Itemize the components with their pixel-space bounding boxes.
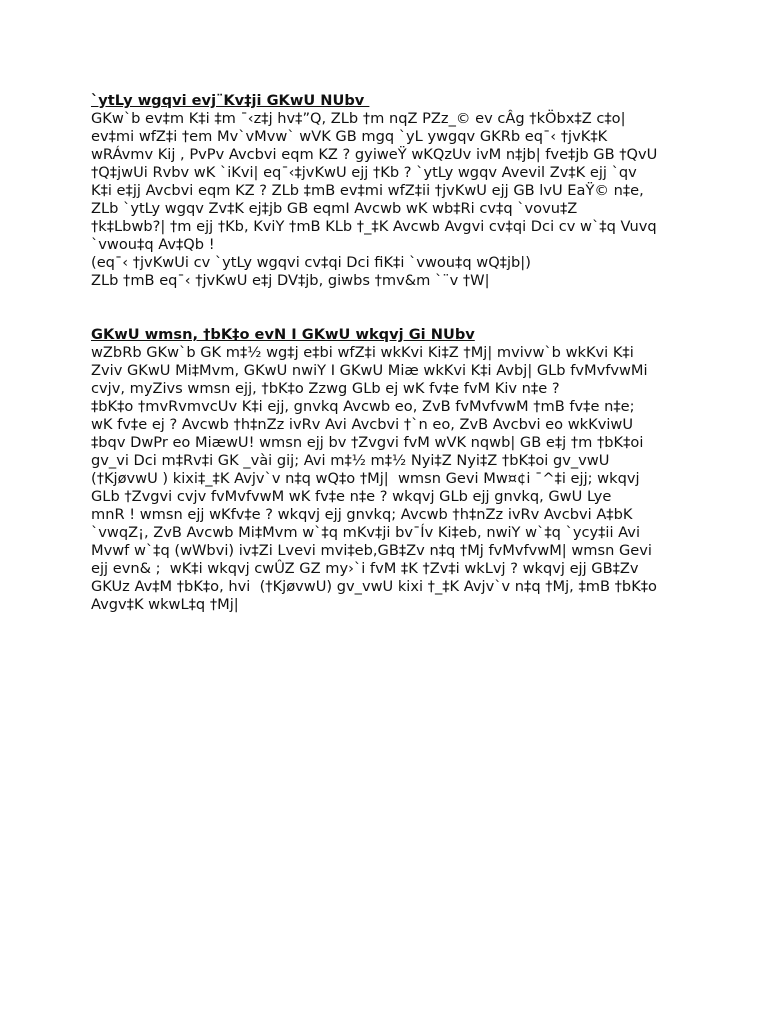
paragraph-line: wRÁvmv Kij , PvPv Avcbvi eqm KZ ? gyiweŸ wKQzUv ivM n‡jb| fve‡jb GB †QvU [91, 146, 658, 163]
paragraph-line: Mvwf w`‡q (wWbvi) iv‡Zi Lvevi mvi‡eb,GB‡Zv n‡q †Mj fvMvfvwM| wmsn Gevi [91, 542, 652, 559]
paragraph-line: ‡bK‡o †mvRvmvcUv K‡i ejj, gnvkq Avcwb eo, ZvB fvMvfvwM †mB fv‡e n‡e; [91, 398, 635, 415]
paragraph-line: wZbRb GKw`b GK m‡½ wg‡j e‡bi wfZ‡i wkKvi Ki‡Z †Mj| mvivw`b wkKvi K‡i [91, 344, 634, 361]
paragraph-line: GLb †Zvgvi cvjv fvMvfvwM wK fv‡e n‡e ? wkqvj GLb ejj gnvkq, GwU Lye [91, 488, 612, 505]
paragraph-line: `vwou‡q Av‡Qb ! [91, 236, 215, 253]
paragraph-line: K‡i e‡jj Avcbvi eqm KZ ? ZLb ‡mB ev‡mi wfZ‡ii †jvKwU ejj GB lvU EaŸ© n‡e, [91, 182, 644, 199]
paragraph-line: †Q‡jwUi Rvbv wK `iKvi| eq¯‹‡jvKwU ejj †Kb ? `ytLy wgqv Avevil Zv‡K ejj `qv [91, 164, 637, 181]
paragraph-line: GKUz Av‡M †bK‡o, hvi (†KjøvwU) gv_vwU kixi †_‡K Avjv`v n‡q †Mj, ‡mB †bK‡o [91, 578, 657, 595]
paragraph-line: mnR ! wmsn ejj wKfv‡e ? wkqvj ejj gnvkq; Avcwb †h‡nZz ivRv Avcbvi A‡bK [91, 506, 633, 523]
paragraph-line: GKw`b ev‡m K‡i ‡m ¯‹z‡j hv‡”Q, ZLb †m nqZ PZz_© ev cÂg †kÖbx‡Z c‡o| [91, 110, 626, 127]
paragraph-line: Avgv‡K wkwL‡q †Mj| [91, 596, 239, 613]
document-body [91, 92, 691, 614]
paragraph-line: gv_vi Dci m‡Rv‡i GK _vài gij; Avi m‡½ m‡½ Nyi‡Z Nyi‡Z †bK‡oi gv_vwU [91, 452, 610, 469]
paragraph-line: cvjv, myZivs wmsn ejj, †bK‡o Zzwg GLb ej wK fv‡e fvM Kiv n‡e ? [91, 380, 560, 397]
section-heading: GKwU wmsn, †bK‡o evN I GKwU wkqvj Gi NUbv [91, 326, 475, 343]
paragraph-line: wK fv‡e ej ? Avcwb †h‡nZz ivRv Avi Avcbvi †`n eo, ZvB Avcbvi eo wkKviwU [91, 416, 633, 433]
paragraph-line: †k‡Lbwb?| †m ejj †Kb, KviY †mB KLb †_‡K Avcwb Avgvi cv‡qi Dci cv w`‡q Vuvq [91, 218, 657, 235]
paragraph-line: ev‡mi wfZ‡i †em Mv`vMvw` wVK GB mgq `yL ywgqv GKRb eq¯‹ †jvK‡K [91, 128, 608, 145]
story-section-1 [91, 92, 691, 290]
paragraph-line: `vwqZ¡, ZvB Avcwb Mi‡Mvm w`‡q mKv‡ji bv¯Ív Ki‡eb, nwiY w`‡q `ycy‡ii Avi [91, 524, 640, 541]
paragraph-line: ZLb `ytLy wgqv Zv‡K ej‡jb GB eqmI Avcwb wK wb‡Ri cv‡q `vovu‡Z [91, 200, 578, 217]
section-spacer [91, 290, 691, 326]
paragraph-line: (eq¯‹ †jvKwUi cv `ytLy wgqvi cv‡qi Dci fiK‡i `vwou‡q wQ‡jb|) [91, 254, 531, 271]
paragraph-line: Zviv GKwU Mi‡Mvm, GKwU nwiY I GKwU Miæ wkKvi K‡i Avbj| GLb fvMvfvwMi [91, 362, 648, 379]
paragraph-line: ZLb †mB eq¯‹ †jvKwU e‡j DV‡jb, giwbs †mv&m `¨v †W| [91, 272, 490, 289]
paragraph-line: (†KjøvwU ) kixi‡_‡K Avjv`v n‡q wQ‡o †Mj| wmsn Gevi Mw¤¢i ¯^‡i ejj; wkqvj [91, 470, 640, 487]
paragraph-line: ‡bqv DwPr eo MiæwU! wmsn ejj bv †Zvgvi fvM wVK nqwb| GB e‡j †m †bK‡oi [91, 434, 644, 451]
section-heading: `ytLy wgqvi evj¨Kv‡ji GKwU NUbv [91, 92, 370, 109]
paragraph-line: ejj evn& ; wK‡i wkqvj cwÛZ GZ my›`i fvM ‡K †Zv‡i wkLvj ? wkqvj ejj GB‡Zv [91, 560, 639, 577]
story-section-2 [91, 326, 691, 614]
